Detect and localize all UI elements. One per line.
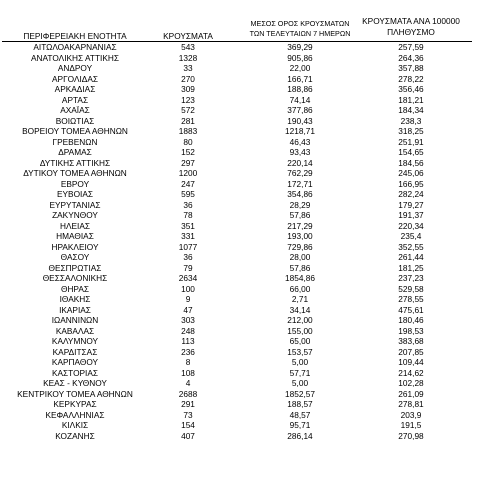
cell-region: ΘΕΣΠΡΩΤΙΑΣ [48, 262, 102, 273]
table-row [0, 284, 478, 295]
cell-region: ΒΟΡΕΙΟΥ ΤΟΜΕΑ ΑΘΗΝΩΝ [22, 126, 128, 136]
cell-average: 1218,71 [285, 126, 315, 136]
cell-cases: 152 [181, 147, 195, 157]
cell-cases: 1883 [178, 126, 198, 136]
cell-average: 28,29 [289, 199, 311, 210]
cell-average: 48,57 [289, 409, 311, 420]
table-row [0, 53, 478, 64]
cell-average: 377,86 [287, 105, 313, 115]
cell-average: 46,43 [289, 136, 311, 147]
cell-average: 762,29 [287, 168, 313, 178]
cell-region: ΚΑΒΑΛΑΣ [55, 325, 95, 336]
cell-cases: 281 [181, 115, 195, 126]
cell-per-100000: 357,88 [398, 63, 424, 73]
cell-region: ΚΕΦΑΛΛΗΝΙΑΣ [45, 409, 105, 420]
cell-per-100000: 383,68 [398, 336, 424, 346]
cell-per-100000: 166,95 [398, 178, 424, 189]
cell-average: 57,71 [289, 367, 311, 378]
cell-cases: 572 [181, 105, 195, 115]
cell-region: ΘΑΣΟΥ [60, 252, 90, 262]
cell-cases: 123 [181, 94, 195, 105]
cell-per-100000: 270,98 [398, 430, 424, 441]
table-row [0, 347, 478, 358]
cell-cases: 595 [181, 189, 195, 199]
cell-region: ΕΥΒΟΙΑΣ [56, 189, 94, 199]
cell-per-100000: 235,4 [400, 231, 422, 241]
table-row [0, 378, 478, 389]
cell-per-100000: 154,65 [398, 147, 424, 157]
table-row [0, 231, 478, 242]
table-row [0, 179, 478, 190]
cell-cases: 36 [183, 199, 193, 210]
header-cases: ΚΡΟΥΣΜΑΤΑ [163, 31, 213, 41]
cell-region: ΙΩΑΝΝΙΝΩΝ [51, 315, 99, 325]
cell-average: 5,00 [291, 378, 309, 388]
cell-cases: 80 [183, 136, 193, 147]
cell-region: ΚΕΝΤΡΙΚΟΥ ΤΟΜΕΑ ΑΘΗΝΩΝ [17, 388, 133, 399]
cell-per-100000: 238,3 [400, 115, 422, 126]
cell-region: ΔΥΤΙΚΗΣ ΑΤΤΙΚΗΣ [39, 157, 111, 168]
cell-average: 286,14 [287, 430, 313, 441]
table-row [0, 389, 478, 400]
header-cases-per-100000-line2: ΠΛΗΘΥΣΜΟ [387, 26, 435, 37]
cell-region: ΗΡΑΚΛΕΙΟΥ [51, 241, 99, 252]
table-row [0, 368, 478, 379]
table-row [0, 305, 478, 316]
header-cases-per-100000 [352, 16, 470, 37]
cell-region: ΑΡΚΑΔΙΑΣ [54, 84, 96, 94]
cell-per-100000: 191,5 [400, 420, 422, 430]
cell-region: ΘΗΡΑΣ [60, 283, 90, 294]
cell-cases: 8 [185, 357, 191, 367]
table-row [0, 116, 478, 127]
cell-cases: 407 [181, 430, 195, 441]
table-row [0, 189, 478, 200]
cell-average: 172,71 [287, 178, 313, 189]
cell-cases: 248 [181, 325, 195, 336]
cell-per-100000: 180,46 [398, 315, 424, 325]
cell-average: 1854,86 [285, 273, 315, 283]
cell-average: 95,71 [289, 420, 311, 430]
cell-region: ΙΚΑΡΙΑΣ [59, 304, 91, 315]
table-body [0, 42, 478, 441]
table-row [0, 357, 478, 368]
cell-cases: 4 [185, 378, 191, 388]
header-seven-day-average-line2: ΤΩΝ ΤΕΛΕΥΤΑΙΩΝ 7 ΗΜΕΡΩΝ [249, 29, 351, 38]
table-row [0, 147, 478, 158]
cell-average: 354,86 [287, 189, 313, 199]
cell-region: ΑΡΓΟΛΙΔΑΣ [52, 73, 98, 84]
cell-per-100000: 179,27 [398, 199, 424, 210]
cell-region: ΔΡΑΜΑΣ [58, 147, 92, 157]
table-row [0, 399, 478, 410]
cell-average: 22,00 [289, 63, 311, 73]
cell-cases: 33 [183, 63, 193, 73]
cell-region: ΘΕΣΣΑΛΟΝΙΚΗΣ [42, 273, 108, 283]
cell-per-100000: 207,85 [398, 346, 424, 357]
cell-region: ΖΑΚΥΝΘΟΥ [52, 210, 98, 220]
cell-per-100000: 220,34 [398, 220, 424, 231]
cell-average: 166,71 [287, 73, 313, 84]
cell-region: ΗΛΕΙΑΣ [59, 220, 91, 231]
cell-average: 57,86 [289, 262, 311, 273]
cell-per-100000: 282,24 [398, 189, 424, 199]
cell-average: 66,00 [289, 283, 311, 294]
cell-average: 188,57 [287, 399, 313, 409]
header-seven-day-average-line1: ΜΕΣΟΣ ΟΡΟΣ ΚΡΟΥΣΜΑΤΩΝ [250, 19, 350, 28]
cell-average: 188,86 [287, 84, 313, 94]
cell-cases: 108 [181, 367, 195, 378]
table-row [0, 221, 478, 232]
cell-per-100000: 184,56 [398, 157, 424, 168]
cell-average: 220,14 [287, 157, 313, 168]
table-row [0, 158, 478, 169]
cell-average: 729,86 [287, 241, 313, 252]
table-row [0, 137, 478, 148]
cell-per-100000: 181,25 [398, 262, 424, 273]
table-row [0, 95, 478, 106]
cell-per-100000: 278,55 [398, 294, 424, 304]
cell-average: 5,00 [291, 357, 309, 367]
cell-cases: 351 [181, 220, 195, 231]
cell-cases: 270 [181, 73, 195, 84]
table-row [0, 410, 478, 421]
cell-cases: 73 [183, 409, 193, 420]
cell-average: 153,57 [287, 346, 313, 357]
cell-cases: 297 [181, 157, 195, 168]
cell-region: ΚΕΑΣ - ΚΥΘΝΟΥ [43, 378, 107, 388]
cell-region: ΚΙΛΚΙΣ [61, 420, 89, 430]
cell-cases: 1077 [178, 241, 198, 252]
cell-average: 193,00 [287, 231, 313, 241]
cell-region: ΑΧΑΪΑΣ [60, 105, 90, 115]
cell-cases: 47 [183, 304, 193, 315]
cell-cases: 79 [183, 262, 193, 273]
cell-per-100000: 278,81 [398, 399, 424, 409]
cell-region: ΑΙΤΩΛΟΑΚΑΡΝΑΝΙΑΣ [33, 42, 117, 52]
cell-per-100000: 237,23 [398, 273, 424, 283]
cell-region: ΚΑΣΤΟΡΙΑΣ [51, 367, 99, 378]
cell-region: ΒΟΙΩΤΙΑΣ [55, 115, 95, 126]
table-row [0, 252, 478, 263]
cell-cases: 9 [185, 294, 191, 304]
cell-cases: 100 [181, 283, 195, 294]
cell-cases: 331 [181, 231, 195, 241]
cell-average: 155,00 [287, 325, 313, 336]
table-row [0, 84, 478, 95]
cell-per-100000: 356,46 [398, 84, 424, 94]
header-cases-per-100000-line1: ΚΡΟΥΣΜΑΤΑ ΑΝΑ 100000 [362, 16, 460, 26]
cell-cases: 36 [183, 252, 193, 262]
cell-per-100000: 264,36 [398, 52, 424, 63]
cell-per-100000: 245,06 [398, 168, 424, 178]
table-row [0, 273, 478, 284]
table-row [0, 42, 478, 53]
cell-average: 65,00 [289, 336, 311, 346]
cell-cases: 78 [183, 210, 193, 220]
cell-per-100000: 257,59 [398, 42, 424, 52]
cell-per-100000: 261,44 [398, 252, 424, 262]
cell-region: ΕΥΡΥΤΑΝΙΑΣ [49, 199, 101, 210]
cell-per-100000: 184,34 [398, 105, 424, 115]
cell-cases: 113 [181, 336, 195, 346]
cell-region: ΔΥΤΙΚΟΥ ΤΟΜΕΑ ΑΘΗΝΩΝ [23, 168, 127, 178]
cell-cases: 2688 [178, 388, 198, 399]
cell-region: ΙΘΑΚΗΣ [59, 294, 91, 304]
cell-cases: 309 [181, 84, 195, 94]
cell-average: 28,00 [289, 252, 311, 262]
table-row [0, 263, 478, 274]
cell-average: 1852,57 [285, 388, 315, 399]
cell-cases: 247 [181, 178, 195, 189]
cell-region: ΚΕΡΚΥΡΑΣ [53, 399, 97, 409]
cell-cases: 154 [181, 420, 195, 430]
cell-average: 57,86 [289, 210, 311, 220]
cell-cases: 236 [181, 346, 195, 357]
cell-average: 905,86 [287, 52, 313, 63]
table-row [0, 168, 478, 179]
cell-average: 34,14 [289, 304, 311, 315]
cell-region: ΕΒΡΟΥ [60, 178, 90, 189]
cell-per-100000: 251,91 [398, 136, 424, 147]
cell-region: ΚΑΡΠΑΘΟΥ [51, 357, 99, 367]
cell-cases: 2634 [178, 273, 198, 283]
cell-cases: 1328 [178, 52, 198, 63]
cell-per-100000: 203,9 [400, 409, 422, 420]
cell-per-100000: 318,25 [398, 126, 424, 136]
cell-region: ΚΑΛΥΜΝΟΥ [51, 336, 99, 346]
cell-average: 217,29 [287, 220, 313, 231]
table-row [0, 126, 478, 137]
table-row [0, 105, 478, 116]
cell-region: ΚΟΖΑΝΗΣ [55, 430, 95, 441]
cell-cases: 291 [181, 399, 195, 409]
cell-region: ΑΝΔΡΟΥ [57, 63, 93, 73]
table-row [0, 242, 478, 253]
table-row [0, 336, 478, 347]
table-row [0, 420, 478, 431]
cell-per-100000: 352,55 [398, 241, 424, 252]
cell-region: ΑΡΤΑΣ [61, 94, 89, 105]
cell-per-100000: 198,53 [398, 325, 424, 336]
table-row [0, 63, 478, 74]
header-region: ΠΕΡΙΦΕΡΕΙΑΚΗ ΕΝΟΤΗΤΑ [23, 31, 127, 41]
cell-cases: 303 [181, 315, 195, 325]
table-row [0, 200, 478, 211]
cell-per-100000: 261,09 [398, 388, 424, 399]
cell-per-100000: 278,22 [398, 73, 424, 84]
cell-region: ΚΑΡΔΙΤΣΑΣ [52, 346, 98, 357]
cell-average: 190,43 [287, 115, 313, 126]
cell-per-100000: 102,28 [398, 378, 424, 388]
table-row [0, 74, 478, 85]
table-row [0, 431, 478, 442]
cell-region: ΗΜΑΘΙΑΣ [56, 231, 94, 241]
cell-average: 74,14 [289, 94, 311, 105]
cell-per-100000: 191,37 [398, 210, 424, 220]
cell-average: 2,71 [291, 294, 309, 304]
cell-per-100000: 475,61 [398, 304, 424, 315]
table-row [0, 315, 478, 326]
cell-per-100000: 109,44 [398, 357, 424, 367]
cell-average: 212,00 [287, 315, 313, 325]
cell-per-100000: 181,21 [398, 94, 424, 105]
cell-cases: 543 [181, 42, 195, 52]
cell-per-100000: 214,62 [398, 367, 424, 378]
header-seven-day-average [240, 19, 360, 39]
table-row [0, 210, 478, 221]
cell-average: 369,29 [287, 42, 313, 52]
cell-cases: 1200 [178, 168, 198, 178]
cell-region: ΓΡΕΒΕΝΩΝ [52, 136, 98, 147]
table-row [0, 326, 478, 337]
table-row [0, 294, 478, 305]
cell-region: ΑΝΑΤΟΛΙΚΗΣ ΑΤΤΙΚΗΣ [30, 52, 120, 63]
cell-per-100000: 529,58 [398, 283, 424, 294]
cell-average: 93,43 [289, 147, 311, 157]
